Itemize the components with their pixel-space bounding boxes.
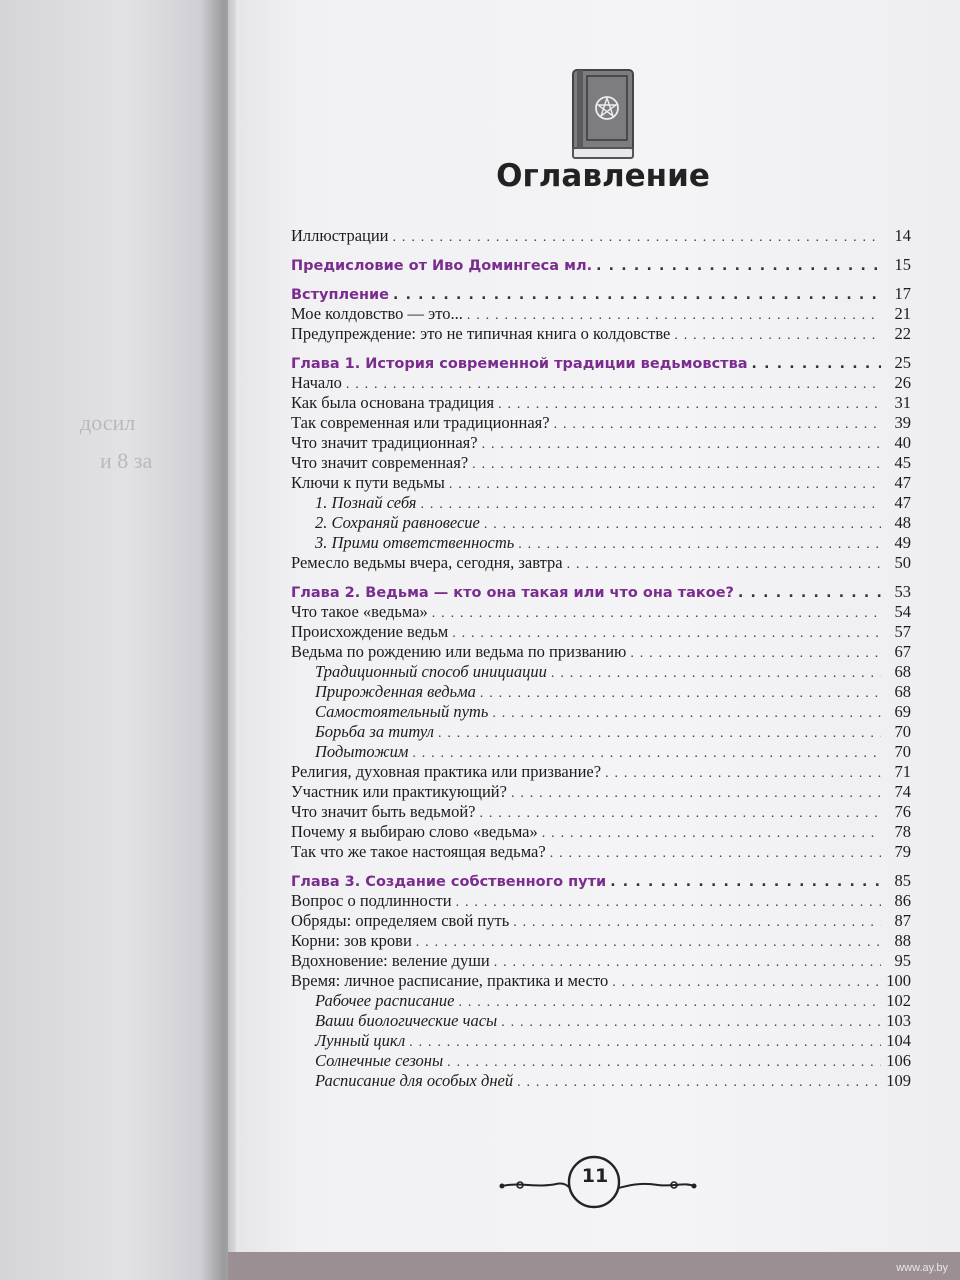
toc-page-number: 22: [894, 324, 911, 343]
toc-entry-title: Начало: [291, 373, 342, 392]
toc-entry: [291, 602, 911, 622]
toc-entry-title: 3. Прими ответственность: [315, 533, 515, 552]
table-of-contents: [291, 226, 911, 1091]
toc-page-number: 95: [894, 951, 911, 970]
toc-entry-title: Рабочее расписание: [315, 991, 455, 1010]
left-page-fragment: досил: [80, 410, 136, 435]
toc-leader-dots: [550, 844, 881, 864]
toc-subentry: [291, 1011, 911, 1031]
toc-subentry: [291, 702, 911, 722]
toc-page-number: 47: [894, 473, 911, 492]
toc-leader-dots: [438, 724, 881, 744]
toc-subentry: [291, 682, 911, 702]
toc-leader-dots: [449, 475, 881, 495]
toc-entry: [291, 473, 911, 493]
toc-entry-title: Что значит традиционная?: [291, 433, 478, 452]
toc-leader-dots: [472, 455, 881, 475]
toc-leader-dots: [456, 893, 881, 913]
toc-entry-title: Вопрос о подлинности: [291, 891, 452, 910]
toc-leader-dots: [567, 555, 881, 575]
toc-entry-title: Обряды: определяем свой путь: [291, 911, 510, 930]
book-gutter: [200, 0, 236, 1280]
toc-page-number: 48: [894, 513, 911, 532]
toc-section-gap: [291, 275, 911, 284]
toc-leader-dots: [596, 256, 881, 276]
toc-entry-title: Ремесло ведьмы вчера, сегодня, завтра: [291, 553, 563, 572]
toc-leader-dots: [542, 824, 881, 844]
toc-chapter-heading: [291, 871, 911, 891]
toc-leader-dots: [452, 624, 881, 644]
toc-entry: [291, 971, 911, 991]
toc-page-number: 17: [894, 284, 911, 303]
toc-entry-title: Почему я выбираю слово «ведьма»: [291, 822, 538, 841]
toc-entry: [291, 951, 911, 971]
toc-leader-dots: [467, 306, 881, 326]
toc-entry-title: Предупреждение: это не типичная книга о колдовстве: [291, 324, 671, 343]
toc-entry: [291, 931, 911, 951]
toc-leader-dots: [513, 913, 881, 933]
toc-entry: [291, 911, 911, 931]
toc-leader-dots: [409, 1033, 881, 1053]
toc-subentry: [291, 493, 911, 513]
toc-leader-dots: [517, 1073, 881, 1093]
toc-page-number: 50: [894, 553, 911, 572]
toc-leader-dots: [498, 395, 881, 415]
toc-subentry: [291, 742, 911, 762]
toc-leader-dots: [420, 495, 881, 515]
toc-page-number: 102: [886, 991, 911, 1010]
toc-page-number: 45: [894, 453, 911, 472]
toc-leader-dots: [554, 415, 881, 435]
toc-entry-title: Ваши биологические часы: [315, 1011, 498, 1030]
toc-leader-dots: [738, 583, 881, 603]
toc-leader-dots: [412, 744, 881, 764]
toc-leader-dots: [511, 784, 881, 804]
page-number: 11: [581, 1165, 609, 1187]
toc-entry-title: Прирожденная ведьма: [315, 682, 476, 701]
toc-page-number: 86: [894, 891, 911, 910]
toc-leader-dots: [494, 953, 881, 973]
toc-page-number: 39: [894, 413, 911, 432]
toc-leader-dots: [551, 664, 881, 684]
toc-page-number: 74: [894, 782, 911, 801]
toc-leader-dots: [492, 704, 881, 724]
toc-subentry: [291, 722, 911, 742]
toc-subentry: [291, 662, 911, 682]
toc-page-number: 25: [894, 353, 911, 372]
toc-entry-title: Участник или практикующий?: [291, 782, 507, 801]
toc-entry-title: Подытожим: [315, 742, 409, 761]
toc-page-number: 21: [894, 304, 911, 323]
toc-entry-title: Ключи к пути ведьмы: [291, 473, 445, 492]
toc-entry-title: Мое колдовство — это...: [291, 304, 463, 323]
toc-entry: [291, 891, 911, 911]
toc-entry: [291, 304, 911, 324]
toc-entry: [291, 553, 911, 573]
toc-entry: [291, 453, 911, 473]
toc-entry: [291, 782, 911, 802]
toc-page-number: 87: [894, 911, 911, 930]
toc-entry-title: Традиционный способ инициации: [315, 662, 547, 681]
toc-page-number: 57: [894, 622, 911, 641]
toc-leader-dots: [393, 285, 881, 305]
page-title: Оглавление: [496, 158, 710, 194]
toc-entry-title: Происхождение ведьм: [291, 622, 449, 641]
toc-page-number: 67: [894, 642, 911, 661]
grimoire-book-icon: [567, 66, 639, 162]
toc-subentry: [291, 533, 911, 553]
toc-entry: [291, 622, 911, 642]
toc-leader-dots: [346, 375, 881, 395]
toc-leader-dots: [458, 993, 881, 1013]
toc-page-number: 76: [894, 802, 911, 821]
toc-entry: [291, 373, 911, 393]
toc-page-number: 103: [886, 1011, 911, 1030]
toc-leader-dots: [610, 872, 881, 892]
toc-leader-dots: [482, 435, 881, 455]
toc-entry-title: Так что же такое настоящая ведьма?: [291, 842, 546, 861]
toc-page-number: 106: [886, 1051, 911, 1070]
toc-page-number: 88: [894, 931, 911, 950]
toc-page-number: 70: [894, 722, 911, 741]
toc-entry-title: Иллюстрации: [291, 226, 389, 245]
toc-entry-title: Что значит современная?: [291, 453, 469, 472]
toc-page-number: 49: [894, 533, 911, 552]
toc-chapter-heading: [291, 582, 911, 602]
toc-entry-title: Так современная или традиционная?: [291, 413, 550, 432]
toc-page-number: 70: [894, 742, 911, 761]
toc-chapter-heading: [291, 353, 911, 373]
toc-entry-title: Ведьма по рождению или ведьма по призванию: [291, 642, 627, 661]
toc-entry-title: Вступление: [291, 287, 389, 303]
toc-page-number: 15: [894, 255, 911, 274]
toc-page-number: 54: [894, 602, 911, 621]
toc-leader-dots: [752, 354, 881, 374]
toc-page-number: 31: [894, 393, 911, 412]
toc-page-number: 68: [894, 682, 911, 701]
toc-entry: [291, 413, 911, 433]
toc-leader-dots: [432, 604, 881, 624]
toc-subentry: [291, 513, 911, 533]
toc-chapter-heading: [291, 284, 911, 304]
toc-entry: [291, 842, 911, 862]
toc-entry-title: Самостоятельный путь: [315, 702, 489, 721]
toc-chapter-heading: [291, 255, 911, 275]
toc-leader-dots: [393, 228, 881, 248]
toc-entry-title: Религия, духовная практика или призвание?: [291, 762, 602, 781]
toc-entry-title: Расписание для особых дней: [315, 1071, 514, 1090]
toc-entry-title: Солнечные сезоны: [315, 1051, 444, 1070]
toc-leader-dots: [674, 326, 881, 346]
toc-page-number: 68: [894, 662, 911, 681]
toc-entry: [291, 433, 911, 453]
toc-leader-dots: [630, 644, 881, 664]
toc-entry-title: 1. Познай себя: [315, 493, 417, 512]
toc-entry-title: Лунный цикл: [315, 1031, 406, 1050]
toc-entry: [291, 393, 911, 413]
toc-entry-title: Глава 3. Создание собственного пути: [291, 874, 607, 890]
toc-subentry: [291, 1051, 911, 1071]
toc-entry: [291, 822, 911, 842]
toc-page-number: 78: [894, 822, 911, 841]
toc-page-number: 47: [894, 493, 911, 512]
toc-entry: [291, 802, 911, 822]
toc-entry-title: Вдохновение: веление души: [291, 951, 490, 970]
toc-entry-title: Что такое «ведьма»: [291, 602, 428, 621]
toc-leader-dots: [416, 933, 881, 953]
toc-page-number: 79: [894, 842, 911, 861]
toc-page-number: 71: [894, 762, 911, 781]
toc-leader-dots: [484, 515, 881, 535]
toc-entry: [291, 762, 911, 782]
toc-entry-title: Глава 1. История современной традиции ведьмовства: [291, 356, 748, 372]
toc-entry-title: Корни: зов крови: [291, 931, 412, 950]
toc-leader-dots: [479, 804, 881, 824]
left-page: [0, 0, 228, 1280]
toc-subentry: [291, 1031, 911, 1051]
toc-entry-title: Время: личное расписание, практика и место: [291, 971, 609, 990]
toc-subentry: [291, 1071, 911, 1091]
toc-entry-title: Глава 2. Ведьма — кто она такая или что она такое?: [291, 585, 734, 601]
toc-page-number: 104: [886, 1031, 911, 1050]
toc-entry-title: Борьба за титул: [315, 722, 434, 741]
toc-entry-title: Предисловие от Иво Домингеса мл.: [291, 258, 593, 274]
toc-page-number: 40: [894, 433, 911, 452]
toc-subentry: [291, 991, 911, 1011]
toc-leader-dots: [518, 535, 881, 555]
toc-page-number: 53: [894, 582, 911, 601]
toc-entry: [291, 324, 911, 344]
toc-leader-dots: [447, 1053, 881, 1073]
toc-leader-dots: [501, 1013, 881, 1033]
toc-page-number: 85: [894, 871, 911, 890]
toc-leader-dots: [612, 973, 881, 993]
toc-entry-title: Как была основана традиция: [291, 393, 495, 412]
toc-entry: [291, 226, 911, 246]
toc-entry-title: Что значит быть ведьмой?: [291, 802, 476, 821]
toc-page-number: 100: [886, 971, 911, 990]
toc-page-number: 69: [894, 702, 911, 721]
toc-page-number: 109: [886, 1071, 911, 1090]
toc-leader-dots: [480, 684, 881, 704]
toc-leader-dots: [605, 764, 881, 784]
table-surface: [228, 1252, 960, 1280]
toc-entry-title: 2. Сохраняй равновесие: [315, 513, 480, 532]
toc-page-number: 14: [894, 226, 911, 245]
watermark: www.ay.by: [896, 1262, 948, 1274]
toc-page-number: 26: [894, 373, 911, 392]
toc-entry: [291, 642, 911, 662]
left-page-fragment: и 8 за: [100, 448, 153, 473]
